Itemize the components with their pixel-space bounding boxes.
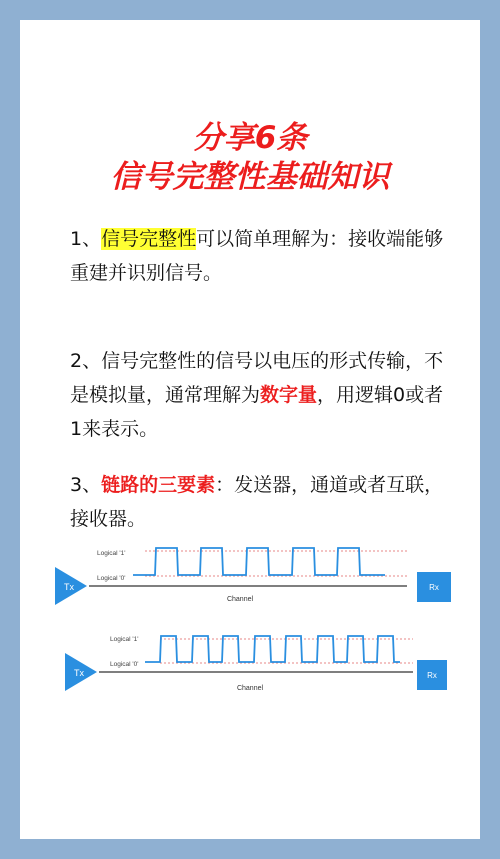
- title-line-2: 信号完整性基础知识: [110, 159, 390, 195]
- point-2-text-1: 2、信号完整性的信号以电压的形式传输，不是模拟量，通常理解为: [70, 350, 444, 406]
- point-3-highlight: 链路的三要素: [101, 474, 216, 496]
- tx-label: Tx: [64, 582, 74, 592]
- waveform: [145, 636, 400, 662]
- logical-0-label: Logical '0': [97, 575, 126, 582]
- logical-1-label: Logical '1': [97, 550, 126, 557]
- tx-label: Tx: [74, 668, 84, 678]
- point-3-text: ：发送器，通道或者互联，接收器。: [70, 474, 444, 530]
- point-1-prefix: 1、: [70, 228, 102, 250]
- point-3: [70, 468, 450, 536]
- content-card: [20, 20, 480, 839]
- rx-label: Rx: [427, 671, 437, 680]
- waveform: [133, 548, 385, 575]
- logical-1-label: Logical '1': [110, 636, 139, 643]
- point-3-prefix: 3、: [70, 474, 102, 496]
- point-2-highlight: 数字量: [260, 384, 318, 406]
- channel-label: Channel: [236, 685, 264, 692]
- signal-diagram-2: [65, 633, 445, 723]
- logical-0-label: Logical '0': [110, 661, 139, 668]
- point-1-highlight: 信号完整性: [101, 228, 197, 250]
- signal-diagram-1: [55, 545, 439, 635]
- point-1: [70, 222, 450, 290]
- title-line-1: 分享6条: [192, 120, 308, 156]
- point-2-text-2: ，用逻辑0或者1来表示。: [70, 384, 444, 440]
- point-1-text: 可以简单理解为：接收端能够重建并识别信号。: [70, 228, 444, 284]
- channel-label: Channel: [226, 596, 254, 603]
- rx-label: Rx: [429, 583, 439, 592]
- point-2: [70, 344, 450, 446]
